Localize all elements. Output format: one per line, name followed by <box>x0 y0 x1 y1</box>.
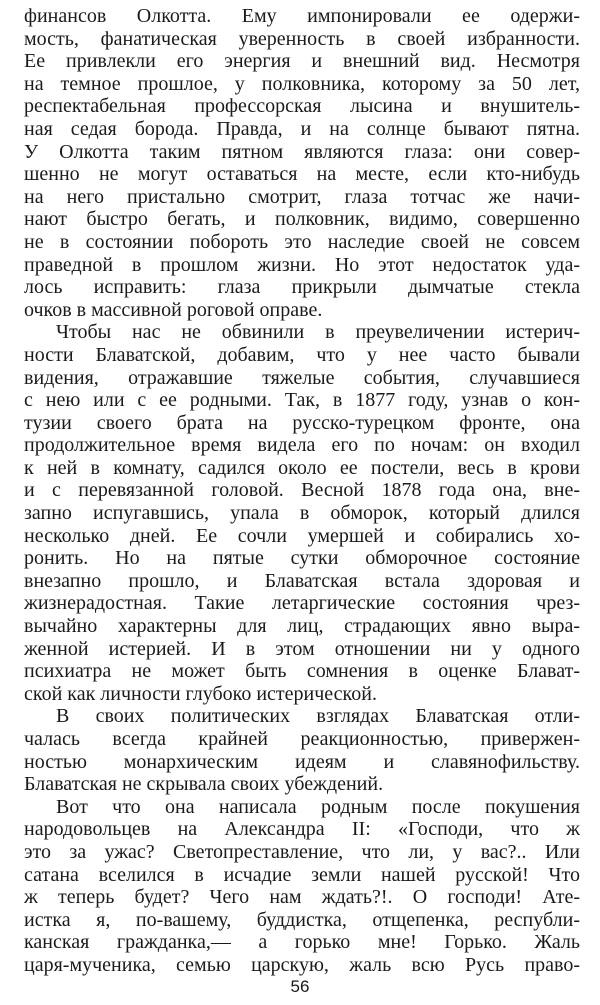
text-line: народовольцев на Александра II: «Господи, что ж <box>24 818 580 841</box>
text-line: Чтобы нас не обвинили в преувеличении истерич- <box>56 321 580 344</box>
text-line: тузии своего брата на русско-турецком фронте, она <box>24 411 580 434</box>
text-line: респектабельная профессорская лысина и внушитель- <box>24 95 580 118</box>
text-line: ской как личности глубоко истерической. <box>24 682 377 705</box>
text-line: запно испугавшись, упала в обморок, который длился <box>24 502 580 525</box>
text-line: видения, отражавшие тяжелые события, случавшиеся <box>24 366 580 389</box>
text-line: лось исправить: глаза прикрыли дымчатые стекла <box>24 276 580 299</box>
text-line: несколько дней. Ее сочли умершей и собирались хо- <box>24 524 580 547</box>
paragraph <box>24 705 580 795</box>
text-line: ная седая борода. Правда, и на солнце бывают пятна. <box>24 117 580 140</box>
text-line: к ней в комнату, садился около ее постели, весь в крови <box>24 456 580 479</box>
paragraph <box>24 5 580 321</box>
text-line: и с перевязанной головой. Весной 1878 года она, вне- <box>24 479 580 502</box>
text-line: ностью монархическим идеям и славянофильству. <box>24 750 580 773</box>
text-line: Блаватская не скрывала своих убеждений. <box>24 773 384 796</box>
text-line: женной истерией. И в этом отношении ни у одного <box>24 637 580 660</box>
text-line: внезапно прошло, и Блаватская встала здоровая и <box>24 569 580 592</box>
text-line: мость, фанатическая уверенность в своей избранности. <box>24 27 580 50</box>
text-line: царя-мученика, семью царскую, жаль всю Русь право- <box>24 953 580 976</box>
text-line: вычайно характерны для лиц, страдающих явно выра- <box>24 615 580 638</box>
text-line: жизнерадостная. Такие летаргические состояния чрез- <box>24 592 580 615</box>
text-line: ж теперь будет? Чего нам ждать?!. О господи! Ате- <box>24 886 580 909</box>
text-line: нают быстро бегать, и полковник, видимо, совершенно <box>24 208 580 231</box>
text-line: истка я, по-вашему, буддистка, отщепенка, республи- <box>24 908 580 931</box>
text-line: канская гражданка,— а горько мне! Горько. Жаль <box>24 931 580 954</box>
text-line: У Олкотта таким пятном являются глаза: они совер- <box>24 140 580 163</box>
text-line: чалась всегда крайней реакционностью, привержен- <box>24 728 580 750</box>
text-line: с нею или с ее родными. Так, в 1877 году, узнав о кон- <box>24 389 580 412</box>
text-line: сатана вселился в исчадие земли нашей русской! Что <box>24 863 580 886</box>
text-line: ности Блаватской, добавим, что у нее часто бывали <box>24 343 580 366</box>
paragraph <box>24 321 580 705</box>
text-line: Вот что она написала родным после покушения <box>56 795 580 818</box>
text-line: это за ужас? Светопреставление, что ли, у вас?.. Или <box>24 840 580 863</box>
text-line: на темное прошлое, у полковника, которому за 50 лет, <box>24 72 580 95</box>
text-line: финансов Олкотта. Ему импонировали ее одержи- <box>24 5 580 27</box>
text-line: психиатра не может быть сомнения в оценке Блават- <box>24 660 580 683</box>
text-line: праведной в прошлом жизни. Но этот недостаток уда- <box>24 253 580 276</box>
text-line: не в состоянии побороть это наследие своей не совсем <box>24 230 580 253</box>
text-line: очков в массивной роговой оправе. <box>24 298 323 321</box>
paragraph <box>24 796 580 977</box>
text-line: продолжительное время видела его по ночам: он входил <box>24 434 580 457</box>
page-number: 56 <box>290 977 310 996</box>
page-body-text <box>24 5 580 977</box>
text-line: на него пристально смотрит, глаза тотчас же начи- <box>24 185 580 208</box>
text-line: Ее привлекли его энергия и внешний вид. Несмотря <box>24 50 580 73</box>
text-line: шенно не могут оставаться на месте, если кто-нибудь <box>24 163 580 186</box>
text-line: ронить. Но на пятые сутки обморочное состояние <box>24 547 580 570</box>
text-line: В своих политических взглядах Блаватская отли- <box>56 705 580 728</box>
